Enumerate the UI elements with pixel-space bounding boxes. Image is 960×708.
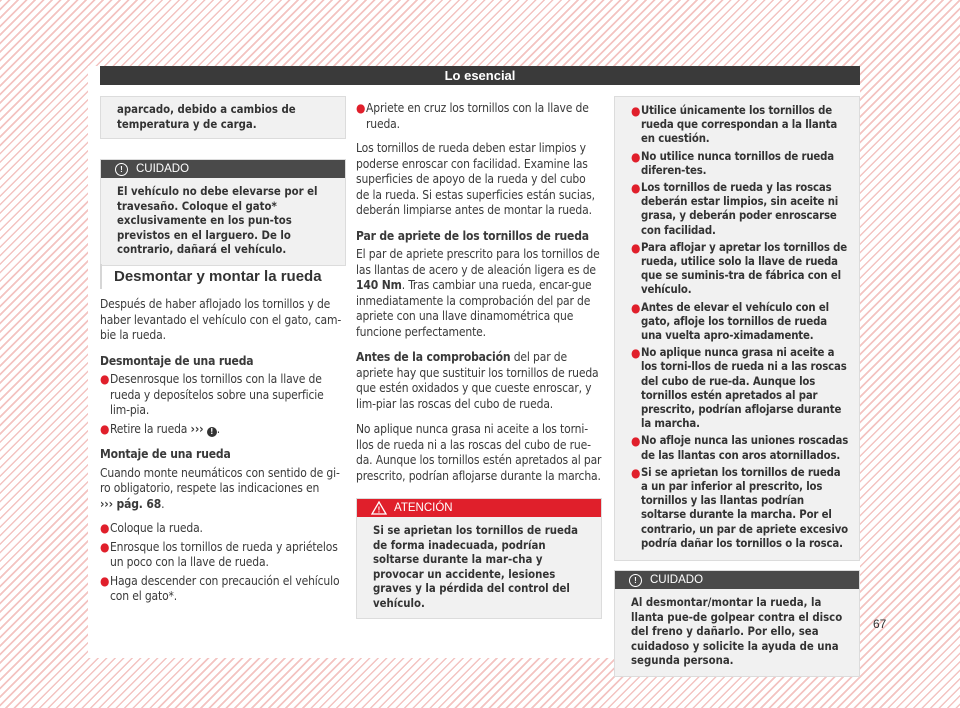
list-item-text: Desenrosque los tornillos con la llave de rueda y deposítelos sobre una superficie lim-pia. [110, 372, 324, 417]
section-header: Lo esencial [100, 66, 860, 85]
list-item-text [110, 422, 220, 438]
list-item-text: No afloje nunca las uniones roscadas de las llantas con aros atornillados. [641, 434, 849, 462]
torque-text-suffix: . Tras cambiar una rueda, encar-gue inmediatamente la comprobación del par de apriete con una llave dinamométrica que funcione perfectamente. [356, 278, 592, 339]
list-item [100, 372, 346, 419]
check-title: Antes de la comprobación [356, 350, 511, 364]
bullet-dot-icon: ● [631, 240, 641, 255]
torque-text-prefix: El par de apriete prescrito para los tornillos de las llantas de acero y de aleación ligera es de [356, 247, 600, 277]
svg-text:!: ! [377, 505, 381, 515]
torque-value: 140 Nm [356, 278, 402, 292]
intro-paragraph: Después de haber aflojado los tornillos y de haber levantado el vehículo con el gato, cam-bie la rueda. [100, 297, 342, 342]
warning-label: ATENCIÓN [394, 502, 453, 514]
bullet-dot-icon: ● [100, 521, 110, 535]
torque-subheading: Par de apriete de los tornillos de rueda [356, 228, 589, 243]
warning-header [357, 499, 601, 517]
list-item [631, 150, 849, 178]
warning-box-atencion [356, 498, 602, 619]
bullet-dot-icon: ● [631, 149, 641, 164]
list-item-text: Si se aprietan los tornillos de rueda a un par inferior al prescrito, los tornillos y las llantas podrían soltarse durante la marcha. Por el contrario, un par de apriete excesivo podría dañar los tornillos o la rosca. [641, 465, 849, 550]
torque-paragraph [356, 247, 602, 340]
check-paragraph [356, 350, 602, 412]
bullet-dot-icon: ● [631, 181, 641, 196]
warning-triangle-icon [371, 501, 387, 515]
warning-bullet-list [615, 97, 859, 560]
section-title-wrap [100, 264, 346, 286]
caution-text: El vehículo no debe elevarse por el travesaño. Coloque el gato* exclusivamente en los pun-tos previstos en el larguero. De lo contrario, dañará el vehículo. [117, 185, 318, 256]
bullet-dot-icon: ● [100, 421, 110, 436]
caution-label: CUIDADO [136, 163, 190, 175]
list-item-suffix: . [216, 421, 221, 436]
caution-label: CUIDADO [650, 574, 704, 587]
list-item-text: Coloque la rueda. [110, 521, 203, 535]
mount-subheading: Montaje de una rueda [100, 447, 231, 461]
list-item-text: Apriete en cruz los tornillos con la llave de rueda. [366, 101, 589, 131]
cross-reference-arrow[interactable]: ››› [190, 421, 204, 436]
column-left-body [100, 297, 346, 608]
warning-circle-icon: ! [207, 427, 217, 437]
list-item [631, 241, 849, 298]
column-right [614, 96, 860, 685]
bullet-dot-icon: ● [356, 101, 366, 115]
list-item [631, 346, 849, 431]
section-title: Desmontar y montar la rueda [100, 264, 346, 289]
clean-bolts-paragraph: Los tornillos de rueda deben estar limpios y poderse enroscar con facilidad. Examine las superficies de apoyo de la rueda y del cubo de la rueda. Si estas superficies están sucias, deberán limpiarse antes de montar la rueda. [356, 141, 595, 217]
list-item-text: Los tornillos de rueda y las roscas deberán estar limpios, sin aceite ni grasa, y deberán poder enroscarse con facilidad. [641, 181, 839, 237]
list-item-text: Para aflojar y apretar los tornillos de rueda, utilice solo la llave de rueda que se suminis-tra de fábrica con el vehículo. [641, 240, 847, 297]
caution-header [615, 571, 859, 589]
column-left [100, 96, 346, 274]
bullet-dot-icon: ● [631, 465, 641, 480]
no-grease-paragraph: No aplique nunca grasa ni aceite a los torni-llos de rueda ni a las roscas del cubo de rue-da. Aunque los tornillos estén apretados al par prescrito, podrían aflojarse durante la marcha. [356, 422, 602, 483]
warning-continued-box [614, 96, 860, 561]
list-item [356, 101, 602, 132]
bullet-dot-icon: ● [631, 346, 641, 361]
list-item [100, 540, 346, 571]
list-item [631, 301, 849, 344]
caution-box-vehicle [100, 159, 346, 266]
caution-text: Al desmontar/montar la rueda, la llanta pue-de golpear contra el disco del freno y dañarlo. Por ello, sea cuidadoso y solicite la ayuda de una segunda persona. [631, 596, 843, 668]
bullet-dot-icon: ● [631, 300, 641, 315]
list-item-text: Utilice únicamente los tornillos de rueda que correspondan a la llanta en cuestión. [641, 104, 838, 146]
list-item [631, 104, 849, 147]
bullet-dot-icon: ● [100, 372, 110, 386]
info-circle-icon: ! [629, 574, 642, 587]
dismount-subheading: Desmontaje de una rueda [100, 353, 254, 368]
mount-paragraph [100, 466, 346, 513]
warning-text: Si se aprietan los tornillos de rueda de forma inadecuada, podrían soltarse durante la mar-cha y provocar un accidente, lesiones graves y la pérdida del control del vehículo. [373, 524, 578, 610]
page-reference-link[interactable]: ››› pág. 68 [100, 496, 162, 511]
bullet-dot-icon: ● [100, 573, 110, 588]
list-item [631, 466, 849, 551]
list-item [100, 574, 346, 605]
info-circle-icon: ! [115, 163, 128, 176]
bullet-dot-icon: ● [631, 104, 641, 118]
bullet-dot-icon: ● [100, 539, 110, 554]
list-item [631, 434, 849, 462]
list-item [100, 422, 346, 438]
page-number: 67 [873, 617, 887, 631]
list-item-text: No aplique nunca grasa ni aceite a los torni-llos de rueda ni a las roscas del cubo de rue-da. Aunque los tornillos estén apretados al par prescrito, podrían aflojarse durante la marcha. [641, 346, 847, 431]
mount-text: Cuando monte neumáticos con sentido de gi-ro obligatorio, respete las indicaciones en [100, 465, 340, 495]
list-item-prefix: Retire la rueda [110, 421, 191, 436]
bullet-dot-icon: ● [631, 434, 641, 449]
mount-ref-suffix: . [161, 496, 165, 511]
caution-box-brake-disc [614, 570, 860, 677]
caution-header [101, 160, 345, 178]
list-item-text: Haga descender con precaución el vehículo con el gato*. [110, 573, 340, 603]
list-item-text: Enrosque los tornillos de rueda y apriételos un poco con la llave de rueda. [110, 539, 338, 569]
check-text: del par de apriete hay que sustituir los tornillos de rueda que estén oxidados y que cueste enroscar, y lim-piar las roscas del cubo de rueda. [356, 350, 599, 411]
list-item-text: Antes de elevar el vehículo con el gato, afloje los tornillos de rueda una vuelta apro-ximadamente. [641, 300, 829, 343]
list-item-text: No utilice nunca tornillos de rueda diferen-tes. [641, 149, 834, 177]
list-item [100, 521, 346, 537]
column-middle [356, 101, 602, 627]
list-item [631, 181, 849, 238]
continued-warning-box [100, 96, 346, 139]
continued-warning-text: aparcado, debido a cambios de temperatura y de carga. [117, 103, 296, 131]
